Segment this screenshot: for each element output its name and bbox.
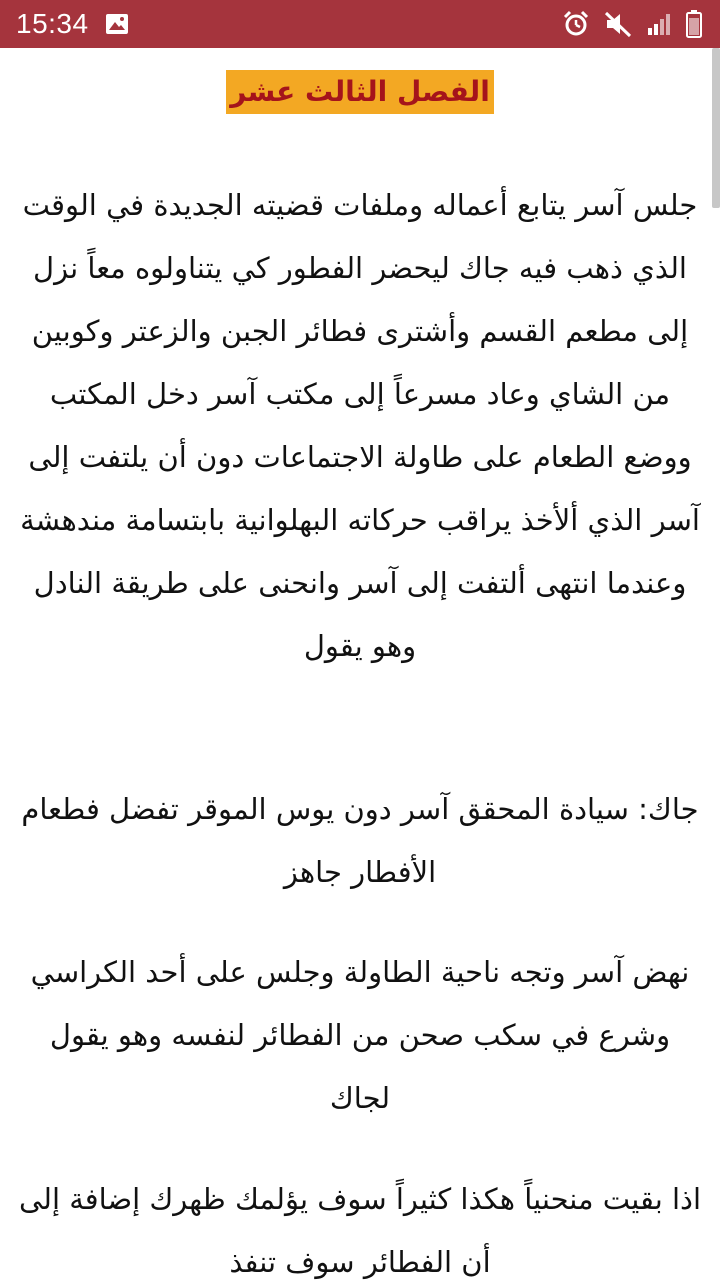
signal-icon [646,12,672,36]
story-paragraph-3: نهض آسر وتجه ناحية الطاولة وجلس على أحد الكراسي وشرع في سكب صحن من الفطائر لنفسه وهو يقول لجاك [30,955,690,1115]
story-paragraph-2: جاك: سيادة المحقق آسر دون يوس الموقر تفضل فطعام الأفطار جاهز [21,792,699,889]
story-paragraph-4: اذا بقيت منحنياً هكذا كثيراً سوف يؤلمك ظهرك إضافة إلى أن الفطائر سوف تنفذ [18,1182,702,1279]
mute-icon [604,10,632,38]
alarm-icon [562,10,590,38]
reader-content[interactable] [0,48,720,1280]
clock: 15:34 [16,8,89,39]
scrollbar[interactable] [712,48,720,208]
status-left [16,8,129,40]
story-paragraph-1: جلس آسر يتابع أعماله وملفات قضيته الجديدة في الوقت الذي ذهب فيه جاك ليحضر الفطور كي يتناولوه معاً نزل إلى مطعم القسم وأشترى فطائر الجبن والزعتر وكوبين من الشاي وعاد مسرعاً إلى مكتب آسر دخل المكتب ووضع الطعام على طاولة الاجتماعات دون أن يلتفت إلى آسر الذي ألأخذ يراقب حركاته البهلوانية بابتسامة مندهشة وعندما انتهى ألتفت إلى آسر وانحنى على طريقة النادل وهو يقول [20,188,700,663]
chapter-title-wrap [0,70,720,114]
status-bar [0,0,720,48]
chapter-title: الفصل الثالث عشر [226,70,494,114]
image-notification-icon [105,13,129,35]
battery-icon [686,10,702,38]
status-right [562,10,702,38]
